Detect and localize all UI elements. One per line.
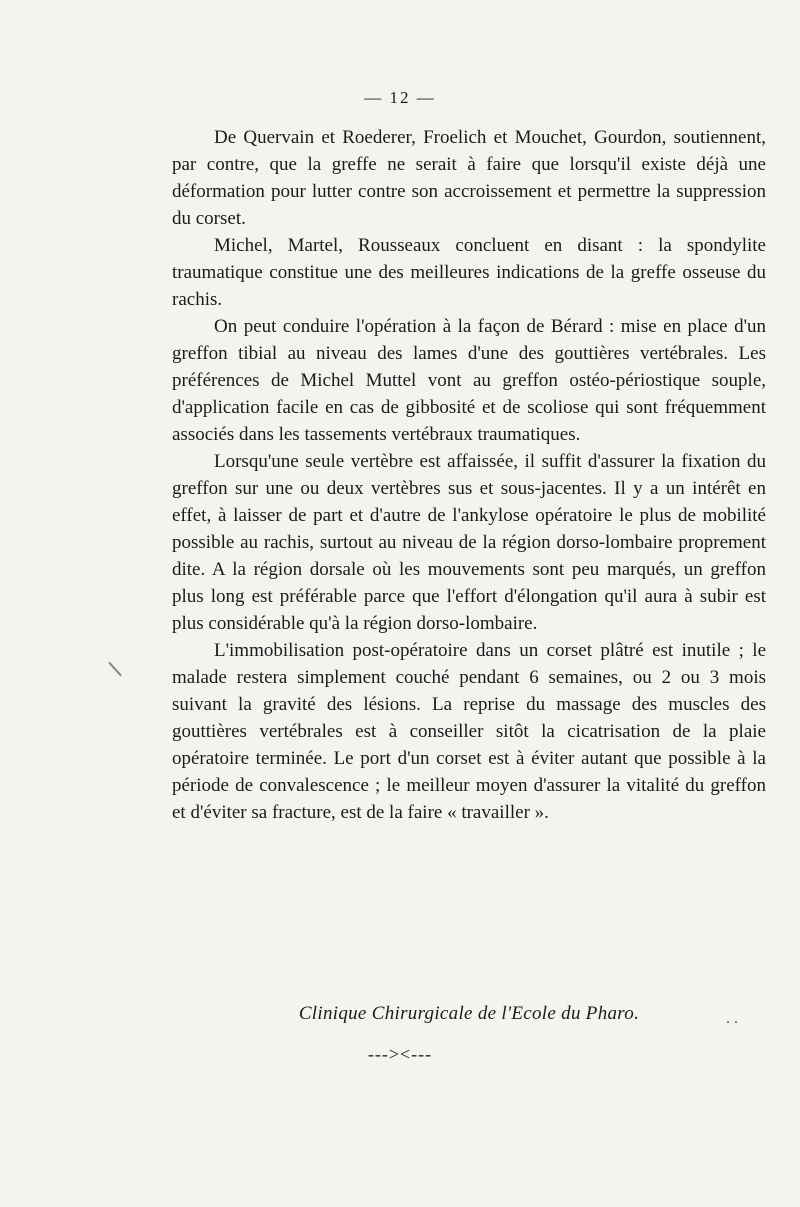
paragraph-1: De Quervain et Roederer, Froelich et Mouchet, Gourdon, soutiennent, par contre, que la greffe ne serait à faire que lorsqu'il existe déjà une déformation pour lutter contre son accroissement et permettre la suppression du corset. (172, 127, 766, 229)
body-text (172, 124, 766, 826)
margin-mark (108, 662, 122, 677)
paragraph-3: On peut conduire l'opération à la façon de Bérard : mise en place d'un greffon tibial au niveau des lames d'une des gouttières vertébrales. Les préférences de Michel Muttel vont au greffon ostéo-périostique souple, d'application facile en cas de gibbosité et de scoliose qui sont fréquemment associés dans les tassements vertébraux traumatiques. (172, 316, 766, 445)
clinic-signature: Clinique Chirurgicale de l'Ecole du Pharo. (298, 1003, 640, 1024)
end-ornament: ---><--- (367, 1044, 433, 1064)
margin-dots: . . (726, 1010, 738, 1027)
paragraph-2: Michel, Martel, Rousseaux concluent en disant : la spondylite traumatique constitue une des meilleures indications de la greffe osseuse du rachis. (172, 235, 766, 310)
paragraph-5: L'immobilisation post-opératoire dans un corset plâtré est inutile ; le malade restera simplement couché pendant 6 semaines, ou 2 ou 3 mois suivant la gravité des lésions. La reprise du massage des muscles des gouttières vertébrales est à conseiller sitôt la cicatrisation de la plaie opératoire terminée. Le port d'un corset est à éviter autant que possible à la période de convalescence ; le meilleur moyen d'assurer la vitalité du greffon et d'éviter sa fracture, est de la faire « travailler ». (172, 640, 766, 823)
page-number: — 12 — (364, 88, 436, 107)
paragraph-4: Lorsqu'une seule vertèbre est affaissée, il suffit d'assurer la fixation du greffon sur une ou deux vertèbres sus et sous-jacentes. Il y a un intérêt en effet, à laisser de part et d'autre de l'ankylose opératoire le plus de mobilité possible au rachis, surtout au niveau de la région dorso-lombaire proprement dite. A la région dorsale où les mouvements sont peu marqués, un greffon plus long est préférable parce que l'effort d'élongation qu'il aura à subir est plus considérable qu'à la région dorso-lombaire. (172, 451, 766, 634)
